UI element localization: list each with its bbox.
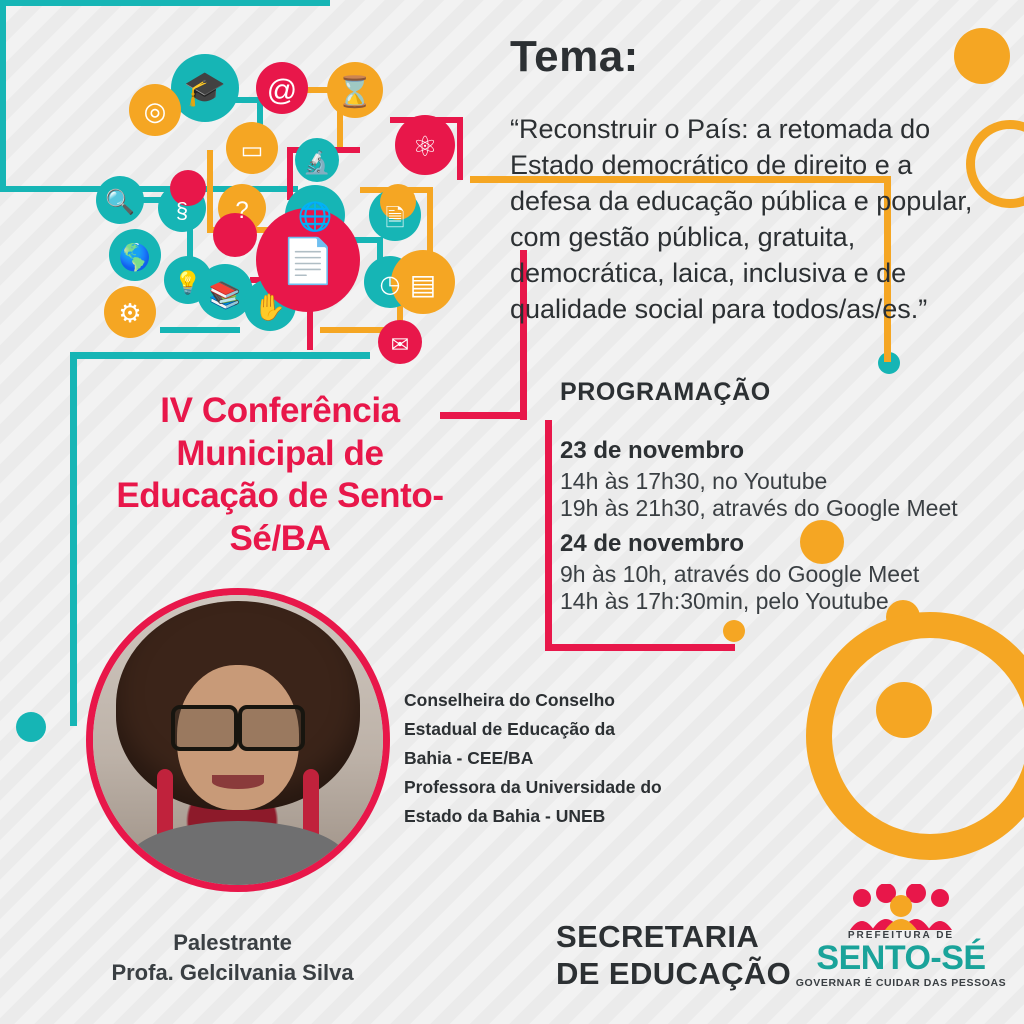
svg-text:◷: ◷ [379,271,401,298]
portrait-glasses [171,705,304,743]
svg-text:§: § [175,198,189,223]
speaker-avatar [86,588,390,892]
svg-text:?: ? [235,197,249,224]
theme-text: “Reconstruir o País: a retomada do Estado democrático de direito e a defesa da educação pública e popular, com gestão pública, gratuita, democrática, laica, inclusiva e de qualidade social para todos/as/es.” [510,114,973,324]
speaker-role [404,686,694,830]
speaker-caption [60,928,405,987]
svg-text:✋: ✋ [253,292,287,322]
program-title: PROGRAMAÇÃO [560,378,771,406]
speaker-role-line-3: Bahia - CEE/BA [404,747,534,768]
page-title: IV Conferência Municipal de Educação de Sento-Sé/BA [116,391,444,559]
svg-text:✉: ✉ [390,332,410,357]
svg-text:⚙: ⚙ [118,298,142,328]
decorative-dot-orange-top-right [954,28,1010,84]
connector-line-teal-speaker-top [0,0,330,6]
decorative-dot-orange-mid [800,520,844,564]
connector-line-teal-speaker-right [0,6,6,186]
decorative-ring-orange-large [806,612,1024,860]
program-day-2-session-2: 14h às 17h:30min, pelo Youtube [560,588,889,614]
decorative-dot-orange-center [876,682,932,738]
svg-text:◎: ◎ [143,96,167,126]
prefeitura-name: SENTO-SÉ [816,939,986,977]
program-day-2-session-1: 9h às 10h, através do Google Meet [560,561,920,587]
theme-label: Tema: [510,32,639,81]
speaker-caption-name: Profa. Gelcilvania Silva [111,959,354,985]
speaker-role-line-1: Conselheira do Conselho [404,690,615,710]
svg-text:🎓: 🎓 [183,70,227,108]
svg-text:📄: 📄 [280,237,336,286]
speaker-caption-label: Palestrante [173,930,292,955]
decorative-dot-orange-lower [723,620,745,642]
svg-text:⚛: ⚛ [412,131,438,162]
svg-text:🌐: 🌐 [297,201,333,232]
svg-text:🔍: 🔍 [105,189,135,216]
svg-text:🗎: 🗎 [385,205,405,232]
svg-text:🔬: 🔬 [303,150,331,175]
prefeitura-people-icon [790,884,1012,932]
portrait-lens-left [171,705,238,751]
speaker-portrait-image [93,595,383,885]
speaker-role-line-2: Estadual de Educação da [404,718,616,739]
program-day-2-date: 24 de novembro [560,530,745,557]
svg-text:⌛: ⌛ [336,76,374,109]
svg-text:💡: 💡 [174,270,202,295]
program-day-1-session-1: 14h às 17h30, no Youtube [560,468,828,494]
prefeitura-logo [790,884,1012,989]
speaker-role-line-5: Estado da Bahia - UNEB [404,805,606,826]
education-icon-cluster [60,30,530,410]
decorative-dot-teal-left [16,712,46,742]
svg-text:▤: ▤ [409,269,437,300]
svg-text:🌎: 🌎 [118,242,152,272]
portrait-lens-right [238,705,305,751]
svg-text:📚: 📚 [208,280,242,310]
prefeitura-slogan: GOVERNAR É CUIDAR DAS PESSOAS [795,977,1007,989]
svg-text:@: @ [266,74,298,107]
secretaria-line-2: DE EDUCAÇÃO [556,956,792,992]
program-day-1-session-2: 19h às 21h30, através do Google Meet [560,495,958,521]
secretaria-line-1: SECRETARIA [556,919,760,954]
speaker-role-line-4: Professora da Universidade do [404,776,662,797]
connector-line-red-program-vertical [545,420,552,650]
prefeitura-top-label: PREFEITURA DE [847,930,955,941]
program-day-1-date: 23 de novembro [560,437,745,464]
connector-line-red-program-horizontal [545,644,735,651]
secretaria-wordmark [556,918,791,992]
svg-text:▭: ▭ [240,137,264,164]
